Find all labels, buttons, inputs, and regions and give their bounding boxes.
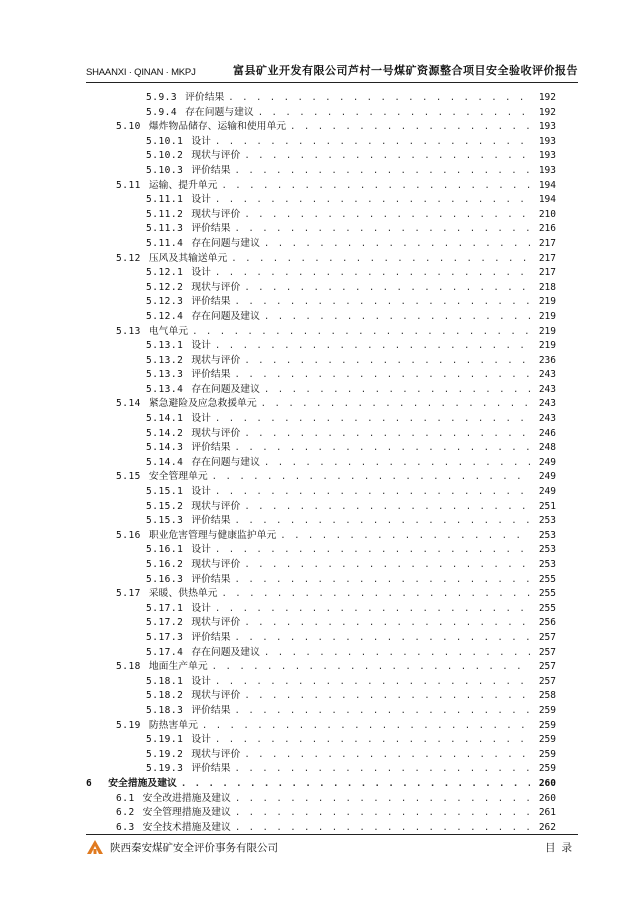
toc-entry-title: 评价结果 [191, 515, 231, 527]
toc-entry-number: 5.18.1 [146, 675, 184, 687]
toc-entry-title: 存在问题及建议 [191, 383, 260, 395]
toc-entry-page: 258 [538, 690, 556, 702]
toc-entry-page: 259 [538, 763, 556, 775]
toc-leader-dots [215, 339, 530, 354]
toc-entry-title: 评价结果 [191, 296, 231, 308]
toc-leader-dots [212, 660, 530, 675]
toc-entry-page: 193 [538, 135, 556, 147]
toc-entry-page: 246 [538, 427, 556, 439]
toc-entry-title: 安全管理措施及建议 [142, 807, 231, 819]
toc-entry-page: 260 [538, 792, 556, 804]
toc-entry-title: 存在问题与建议 [191, 456, 260, 468]
toc-leader-dots [231, 252, 530, 267]
toc-leader-dots [235, 514, 530, 529]
toc-leader-dots [215, 193, 530, 208]
toc-entry-number: 5.11.2 [146, 208, 184, 220]
toc-entry[interactable] [86, 295, 556, 310]
toc-entry-page: 243 [538, 383, 556, 395]
toc-entry-page: 253 [538, 529, 556, 541]
toc-entry-page: 193 [538, 121, 556, 133]
header-report-title: 富县矿业开发有限公司芦村一号煤矿资源整合项目安全验收评价报告 [233, 64, 578, 77]
toc-entry-title: 设计 [191, 544, 211, 556]
toc-leader-dots [244, 149, 530, 164]
toc-entry-number: 5.14.2 [146, 427, 184, 439]
toc-entry-title: 压风及其输送单元 [148, 252, 228, 264]
toc-leader-dots [235, 806, 530, 821]
toc-entry-page: 192 [538, 106, 556, 118]
toc-entry[interactable] [86, 485, 556, 500]
page-header [86, 60, 578, 83]
toc-entry[interactable] [86, 689, 556, 704]
toc-entry-title: 安全改进措施及建议 [142, 792, 231, 804]
toc-entry-number: 5.10 [116, 121, 141, 133]
toc-entry[interactable] [86, 733, 556, 748]
toc-entry-number: 5.9.4 [146, 106, 178, 118]
toc-entry-number: 5.13.4 [146, 383, 184, 395]
toc-entry-page: 249 [538, 486, 556, 498]
toc-entry-title: 设计 [191, 602, 211, 614]
toc-entry-page: 259 [538, 748, 556, 760]
toc-entry-page: 256 [538, 617, 556, 629]
toc-leader-dots [244, 281, 530, 296]
toc-leader-dots [235, 222, 530, 237]
toc-entry[interactable] [86, 602, 556, 617]
toc-entry[interactable] [86, 704, 556, 719]
toc-entry-title: 现状与评价 [191, 354, 241, 366]
toc-entry-page: 255 [538, 588, 556, 600]
toc-leader-dots [235, 441, 530, 456]
toc-leader-dots [215, 485, 530, 500]
toc-entry-title: 现状与评价 [191, 427, 241, 439]
toc-entry-number: 5.17.4 [146, 646, 184, 658]
toc-entry[interactable] [86, 106, 556, 121]
toc-entry-page: 219 [538, 340, 556, 352]
toc-entry-page: 218 [538, 281, 556, 293]
toc-entry-number: 5.16.2 [146, 559, 184, 570]
toc-entry-title: 设计 [191, 340, 211, 352]
toc-entry-page: 219 [538, 325, 556, 337]
toc-entry-page: 243 [538, 413, 556, 425]
toc-entry-number: 5.18 [116, 661, 141, 673]
toc-entry-page: 219 [538, 310, 556, 322]
toc-leader-dots [215, 135, 530, 150]
toc-entry[interactable] [86, 135, 556, 150]
page-footer [86, 834, 578, 857]
toc-entry-title: 评价结果 [191, 164, 231, 176]
toc-entry-page: 257 [538, 661, 556, 673]
toc-entry-number: 5.19.1 [146, 734, 184, 746]
toc-entry-number: 6.1 [116, 792, 135, 804]
toc-entry-number: 5.11.3 [146, 223, 184, 235]
toc-entry-number: 5.12.4 [146, 310, 184, 322]
toc-entry-page: 216 [538, 223, 556, 235]
toc-entry[interactable] [86, 222, 556, 237]
toc-entry-number: 5.17 [116, 588, 141, 600]
toc-entry-page: 217 [538, 252, 556, 264]
toc-entry-title: 设计 [191, 734, 211, 746]
toc-entry-number: 5.10.3 [146, 164, 184, 176]
toc-entry-number: 5.15.1 [146, 486, 184, 498]
toc-entry-page: 251 [538, 500, 556, 512]
toc-entry-number: 5.13.1 [146, 340, 184, 352]
toc-entry-number: 5.17.1 [146, 602, 184, 614]
toc-entry-number: 5.14.1 [146, 413, 184, 425]
toc-leader-dots [235, 573, 530, 588]
footer-section-label: 目录 [545, 842, 578, 854]
toc-entry[interactable] [86, 573, 556, 588]
toc-entry[interactable] [86, 500, 556, 515]
toc-entry-page: 249 [538, 471, 556, 483]
toc-leader-dots [264, 237, 530, 252]
toc-entry-title: 评价结果 [191, 631, 231, 643]
company-logo-icon [86, 839, 104, 855]
toc-entry[interactable] [86, 281, 556, 296]
toc-entry-page: 236 [538, 354, 556, 366]
toc-entry-title: 电气单元 [148, 325, 189, 337]
toc-entry-title: 设计 [191, 486, 211, 498]
toc-entry-page: 194 [538, 179, 556, 191]
toc-entry-page: 253 [538, 544, 556, 556]
toc-entry[interactable] [86, 441, 556, 456]
toc-entry[interactable] [86, 208, 556, 223]
toc-entry-title: 存在问题与建议 [185, 106, 254, 118]
toc-entry-page: 262 [538, 821, 556, 833]
toc-entry[interactable] [86, 470, 556, 485]
toc-leader-dots [202, 719, 530, 734]
toc-entry-number: 5.13 [116, 325, 141, 337]
toc-entry-number: 5.16.3 [146, 573, 184, 585]
table-of-contents [86, 91, 556, 835]
toc-entry-title: 运输、提升单元 [148, 179, 218, 191]
toc-leader-dots [215, 412, 530, 427]
toc-entry-title: 现状与评价 [191, 690, 241, 702]
toc-entry[interactable] [86, 456, 556, 471]
toc-entry-title: 防热害单元 [148, 719, 198, 731]
toc-entry[interactable] [86, 120, 556, 135]
toc-entry-title: 爆炸物品储存、运输和使用单元 [148, 121, 287, 133]
toc-entry-number: 5.14 [116, 398, 141, 410]
toc-entry-number: 5.19 [116, 719, 141, 731]
toc-entry-page: 261 [538, 807, 556, 819]
toc-entry[interactable] [86, 792, 556, 807]
toc-entry-page: 255 [538, 573, 556, 585]
toc-leader-dots [244, 689, 530, 704]
toc-entry-title: 评价结果 [191, 763, 231, 775]
toc-entry-page: 255 [538, 602, 556, 614]
toc-leader-dots [215, 266, 530, 281]
toc-entry[interactable] [86, 266, 556, 281]
toc-entry-title: 设计 [191, 413, 211, 425]
toc-entry-page: 192 [538, 92, 556, 103]
toc-entry-title: 设计 [191, 675, 211, 687]
toc-leader-dots [181, 777, 530, 792]
toc-entry-title: 现状与评价 [191, 748, 241, 760]
toc-entry-title: 安全管理单元 [148, 471, 208, 483]
toc-leader-dots [215, 543, 530, 558]
toc-leader-dots [244, 208, 530, 223]
toc-entry-title: 安全措施及建议 [108, 777, 177, 789]
toc-entry-page: 243 [538, 398, 556, 410]
toc-entry-page: 257 [538, 646, 556, 658]
toc-entry-number: 5.16 [116, 529, 141, 541]
toc-entry-page: 249 [538, 456, 556, 468]
toc-leader-dots [235, 762, 530, 777]
toc-leader-dots [261, 397, 530, 412]
footer-company-name: 陕西秦安煤矿安全评价事务有限公司 [110, 842, 278, 854]
toc-entry-title: 现状与评价 [191, 150, 241, 162]
toc-entry[interactable] [86, 164, 556, 179]
toc-entry-title: 评价结果 [191, 223, 231, 235]
toc-entry[interactable] [86, 179, 556, 194]
toc-entry[interactable] [86, 383, 556, 398]
toc-entry-number: 5.13.3 [146, 369, 184, 381]
toc-entry-number: 5.12.3 [146, 296, 184, 308]
toc-entry[interactable] [86, 427, 556, 442]
toc-entry[interactable] [86, 412, 556, 427]
toc-entry[interactable] [86, 368, 556, 383]
toc-leader-dots [221, 587, 530, 602]
toc-leader-dots [215, 733, 530, 748]
toc-entry[interactable] [86, 149, 556, 164]
toc-entry-title: 紧急避险及应急救援单元 [148, 398, 257, 410]
toc-entry-number: 5.17.2 [146, 617, 184, 629]
toc-leader-dots [258, 106, 530, 121]
toc-entry-title: 现状与评价 [191, 559, 241, 570]
toc-entry-number: 5.11.1 [146, 194, 184, 206]
toc-entry-number: 5.11 [116, 179, 141, 191]
toc-entry[interactable] [86, 675, 556, 690]
toc-entry-number: 5.13.2 [146, 354, 184, 366]
toc-entry[interactable] [86, 529, 556, 544]
toc-entry-title: 评价结果 [191, 369, 231, 381]
toc-entry-title: 设计 [191, 194, 211, 206]
toc-entry[interactable] [86, 193, 556, 208]
toc-entry-number: 5.12.1 [146, 267, 184, 279]
toc-entry-title: 设计 [191, 267, 211, 279]
toc-entry-title: 评价结果 [191, 573, 231, 585]
toc-entry-title: 评价结果 [191, 704, 231, 716]
toc-leader-dots [264, 646, 530, 661]
toc-entry-page: 193 [538, 150, 556, 162]
toc-leader-dots [192, 325, 530, 340]
toc-entry-title: 评价结果 [185, 92, 225, 103]
toc-leader-dots [264, 456, 530, 471]
toc-entry-title: 地面生产单元 [148, 661, 208, 673]
toc-entry-page: 219 [538, 296, 556, 308]
toc-entry-page: 248 [538, 442, 556, 454]
toc-leader-dots [264, 310, 530, 325]
toc-entry-page: 260 [538, 777, 556, 789]
toc-entry-title: 职业危害管理与健康监护单元 [148, 529, 277, 541]
toc-leader-dots [235, 164, 530, 179]
toc-entry[interactable] [86, 310, 556, 325]
toc-entry-title: 现状与评价 [191, 500, 241, 512]
toc-entry[interactable] [86, 777, 556, 792]
toc-leader-dots [244, 354, 530, 369]
toc-leader-dots [244, 500, 530, 515]
toc-entry-number: 5.12.2 [146, 281, 184, 293]
toc-entry-page: 194 [538, 194, 556, 206]
toc-entry-page: 259 [538, 704, 556, 716]
toc-entry-title: 安全技术措施及建议 [142, 821, 231, 833]
toc-leader-dots [264, 383, 530, 398]
toc-entry-number: 5.9.3 [146, 92, 178, 103]
toc-entry-title: 现状与评价 [191, 281, 241, 293]
toc-entry-number: 5.14.4 [146, 456, 184, 468]
toc-leader-dots [228, 91, 530, 106]
toc-entry[interactable] [86, 339, 556, 354]
toc-leader-dots [244, 558, 530, 573]
toc-leader-dots [235, 368, 530, 383]
toc-entry-number: 6.3 [116, 821, 135, 833]
toc-entry-number: 5.17.3 [146, 631, 184, 643]
toc-entry-page: 193 [538, 164, 556, 176]
toc-entry-title: 存在问题及建议 [191, 646, 260, 658]
toc-entry-title: 现状与评价 [191, 617, 241, 629]
toc-entry-number: 5.10.1 [146, 135, 184, 147]
toc-entry-page: 243 [538, 369, 556, 381]
toc-entry-page: 257 [538, 631, 556, 643]
toc-entry-number: 5.16.1 [146, 544, 184, 556]
toc-entry-page: 253 [538, 515, 556, 527]
toc-entry[interactable] [86, 806, 556, 821]
toc-entry[interactable] [86, 660, 556, 675]
toc-entry-title: 采暖、供热单元 [148, 588, 218, 600]
header-left-text: SHAANXI · QINAN · MKPJ [86, 67, 196, 78]
toc-entry-title: 存在问题与建议 [191, 237, 260, 249]
toc-entry[interactable] [86, 558, 556, 573]
toc-entry[interactable] [86, 514, 556, 529]
toc-entry-page: 217 [538, 237, 556, 249]
toc-entry[interactable] [86, 631, 556, 646]
toc-leader-dots [215, 602, 530, 617]
toc-entry[interactable] [86, 252, 556, 267]
toc-entry[interactable] [86, 719, 556, 734]
toc-entry-number: 5.15.3 [146, 515, 184, 527]
toc-leader-dots [280, 529, 530, 544]
toc-entry[interactable] [86, 354, 556, 369]
toc-entry-title: 存在问题及建议 [191, 310, 260, 322]
toc-leader-dots [215, 675, 530, 690]
toc-leader-dots [244, 748, 530, 763]
toc-entry-page: 210 [538, 208, 556, 220]
toc-entry-title: 现状与评价 [191, 208, 241, 220]
toc-leader-dots [290, 120, 530, 135]
toc-leader-dots [244, 616, 530, 631]
toc-entry-number: 5.18.3 [146, 704, 184, 716]
toc-entry[interactable] [86, 91, 556, 106]
toc-entry-title: 评价结果 [191, 442, 231, 454]
toc-entry-number: 5.15.2 [146, 500, 184, 512]
toc-leader-dots [235, 631, 530, 646]
toc-entry-page: 257 [538, 675, 556, 687]
toc-entry[interactable] [86, 325, 556, 340]
toc-entry-number: 5.18.2 [146, 690, 184, 702]
toc-entry-number: 5.12 [116, 252, 141, 264]
toc-entry-number: 5.19.2 [146, 748, 184, 760]
toc-leader-dots [235, 792, 530, 807]
toc-entry-number: 5.19.3 [146, 763, 184, 775]
toc-entry-page: 259 [538, 719, 556, 731]
toc-entry-title: 设计 [191, 135, 211, 147]
toc-leader-dots [221, 179, 530, 194]
toc-entry[interactable] [86, 587, 556, 602]
toc-leader-dots [212, 470, 530, 485]
toc-entry-number: 6 [86, 777, 93, 789]
toc-entry[interactable] [86, 543, 556, 558]
toc-entry[interactable] [86, 646, 556, 661]
toc-leader-dots [244, 427, 530, 442]
toc-entry[interactable] [86, 237, 556, 252]
toc-entry-number: 5.15 [116, 471, 141, 483]
toc-entry[interactable] [86, 616, 556, 631]
toc-entry[interactable] [86, 748, 556, 763]
toc-entry-page: 259 [538, 734, 556, 746]
toc-entry-page: 217 [538, 267, 556, 279]
toc-entry-number: 6.2 [116, 807, 135, 819]
toc-leader-dots [235, 295, 530, 310]
toc-entry[interactable] [86, 762, 556, 777]
toc-entry[interactable] [86, 397, 556, 412]
toc-leader-dots [235, 704, 530, 719]
toc-entry-page: 253 [538, 559, 556, 570]
toc-entry-number: 5.11.4 [146, 237, 184, 249]
toc-entry-number: 5.10.2 [146, 150, 184, 162]
toc-entry-number: 5.14.3 [146, 442, 184, 454]
